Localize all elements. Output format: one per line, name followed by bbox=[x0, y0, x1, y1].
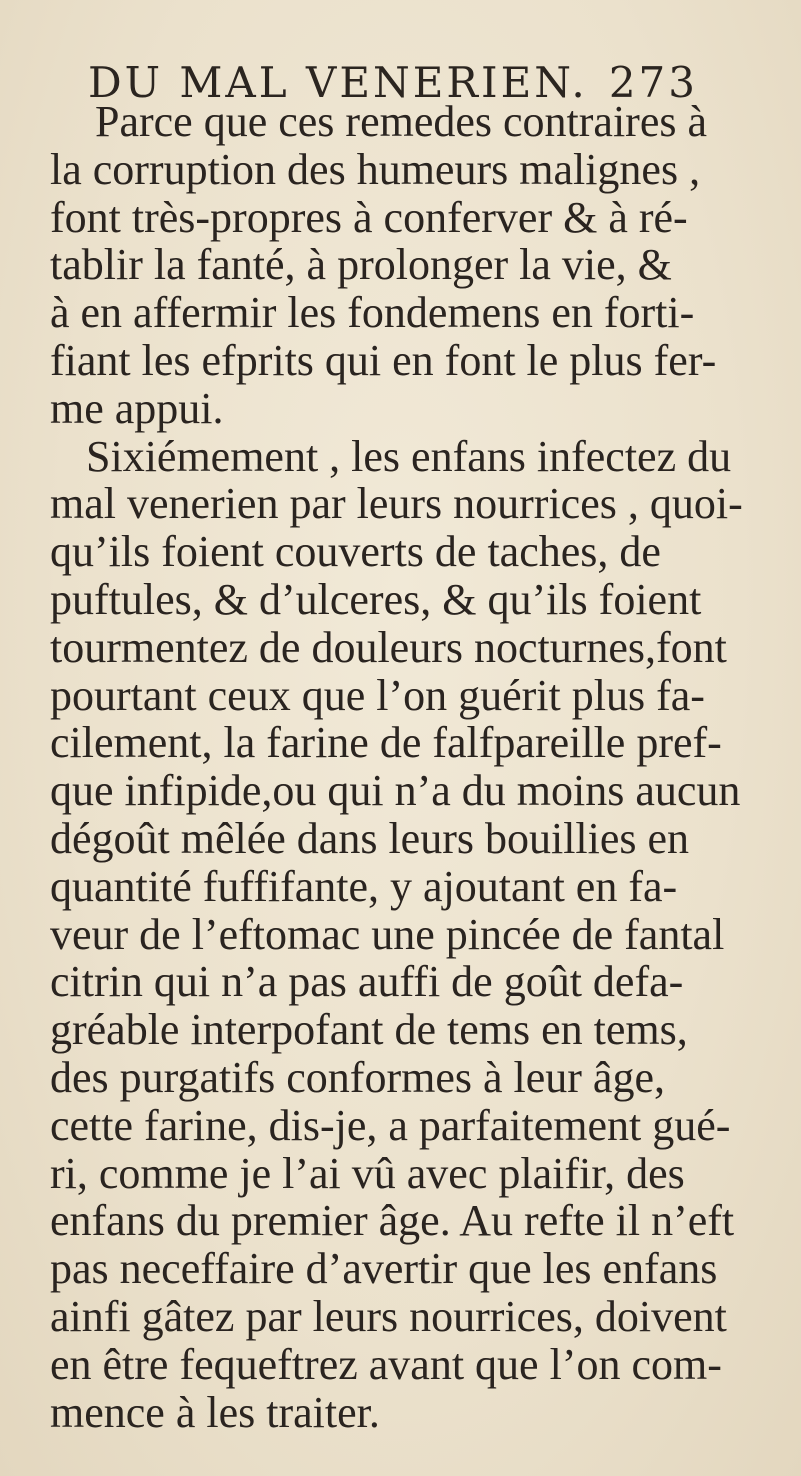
text-line: citrin qui n’a pas auffi de goût defa- bbox=[50, 957, 684, 1007]
text-line: ri, comme je l’ai vû avec plaifir, des bbox=[50, 1148, 685, 1198]
text-line: cette farine, dis-je, a parfaitement gué- bbox=[50, 1100, 731, 1150]
text-line: puftules, & d’ulceres, & qu’ils foient bbox=[50, 574, 702, 624]
text-line: en être fequeftrez avant que l’on com- bbox=[50, 1339, 722, 1389]
text-line: dégoût mêlée dans leurs bouillies en bbox=[50, 813, 690, 863]
text-line: me appui. bbox=[50, 383, 224, 433]
text-line: mal venerien par leurs nourrices , quoi- bbox=[50, 479, 743, 529]
text-line: pas neceffaire d’avertir que les enfans bbox=[50, 1244, 718, 1294]
text-line: que infipide,ou qui n’a du moins aucun bbox=[50, 766, 741, 816]
text-line: font très-propres à conferver & à ré- bbox=[50, 192, 688, 242]
text-line: veur de l’eftomac une pincée de fantal bbox=[50, 909, 725, 959]
text-line: enfans du premier âge. Au refte il n’eft bbox=[50, 1196, 735, 1246]
text-line: tourmentez de douleurs nocturnes,font bbox=[50, 622, 727, 672]
text-line: tablir la fanté, à prolonger la vie, & bbox=[50, 240, 672, 290]
text-line: Sixiémement , les enfans infectez du bbox=[86, 431, 732, 481]
text-line: ainfi gâtez par leurs nourrices, doivent bbox=[50, 1291, 727, 1341]
text-line: mence à les traiter. bbox=[50, 1387, 380, 1437]
text-line: Parce que ces remedes contraires à bbox=[95, 97, 708, 146]
text-line: pourtant ceux que l’on guérit plus fa- bbox=[50, 670, 705, 720]
text-line: la corruption des humeurs malignes , bbox=[50, 144, 701, 194]
text-line: gréable interpofant de tems en tems, bbox=[50, 1005, 688, 1055]
text-line: cilement, la farine de falfpareille pref- bbox=[50, 718, 722, 768]
page-number: 273 bbox=[608, 58, 698, 107]
text-line: qu’ils foient couverts de taches, de bbox=[50, 527, 661, 577]
body-text bbox=[48, 98, 768, 1436]
running-title: DU MAL VENERIEN. bbox=[88, 58, 588, 107]
text-line: quantité fuffifante, y ajoutant en fa- bbox=[50, 861, 678, 911]
text-line: des purgatifs conformes à leur âge, bbox=[50, 1052, 665, 1102]
text-line: à en affermir les fondemens en forti- bbox=[50, 288, 695, 338]
text-line: fiant les efprits qui en font le plus fer- bbox=[50, 335, 717, 385]
